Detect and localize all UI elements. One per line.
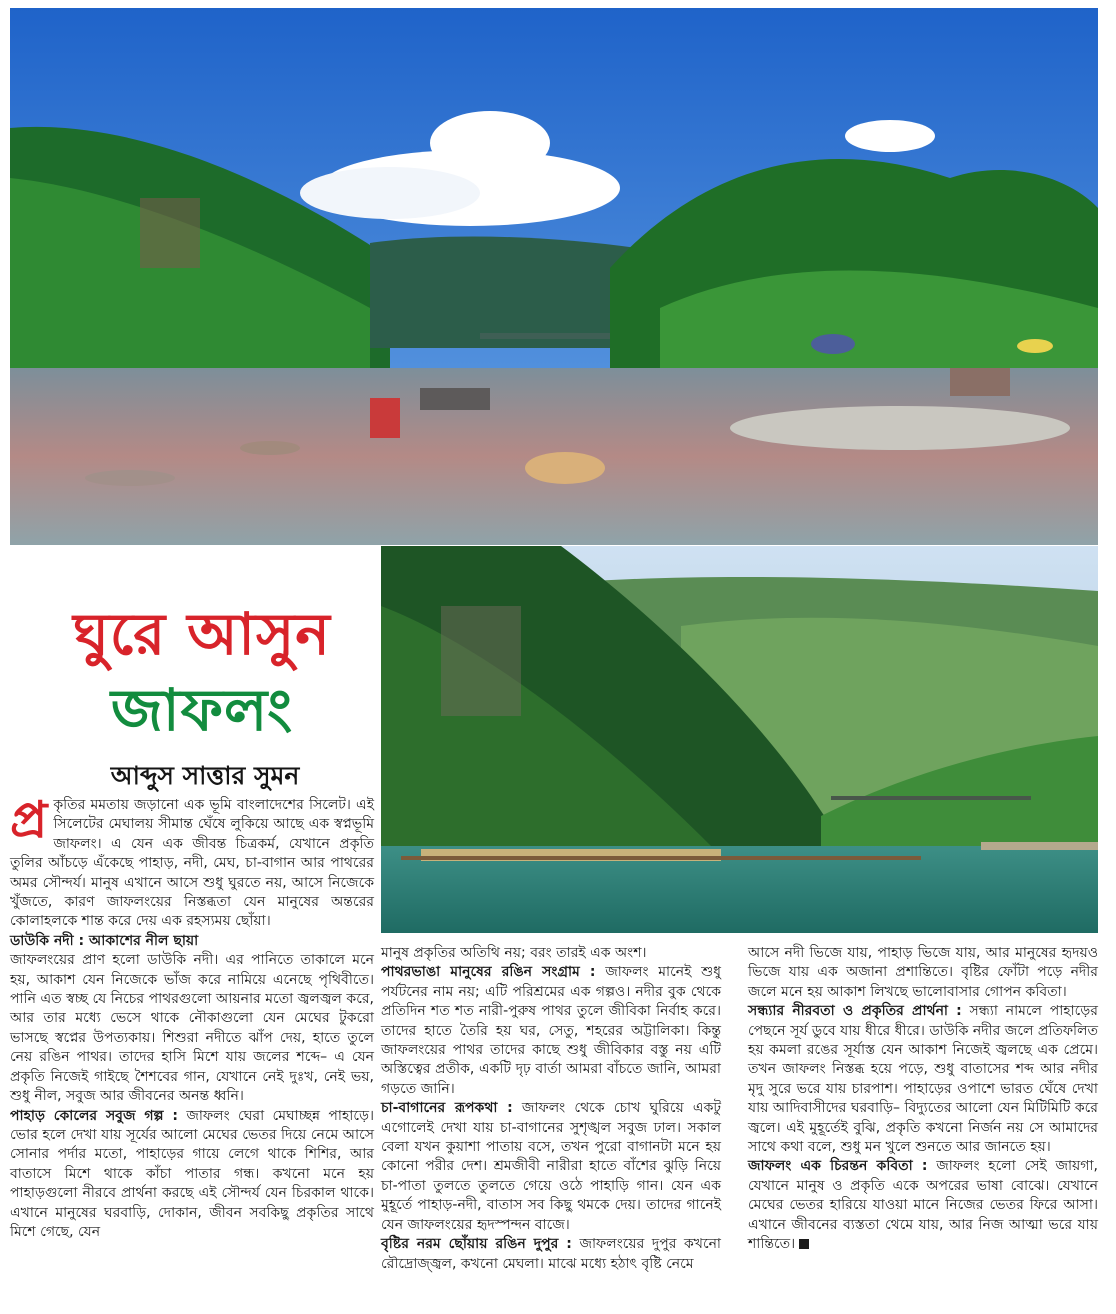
section-body-rain: জাফলংয়ের দুপুর কখনো রৌদ্রোজ্জ্বল, কখনো মেঘলা। মাঝে মধ্যে হঠাৎ বৃষ্টি নেমে <box>381 1236 721 1272</box>
section-heading-tea: চা-বাগানের রূপকথা : <box>381 1100 513 1117</box>
section-heading-hills: পাহাড় কোলের সবুজ গল্প : <box>10 1107 178 1124</box>
section-body-tea: জাফলং থেকে চোখ ঘুরিয়ে একটু এগোলেই দেখা যায় চা-বাগানের সুশৃঙ্খল সবুজ ঢাল। সকাল বেলা যখন কুয়াশা পাতায় বসে, তখন পুরো বাগানটা মনে হয় কোনো পরীর দেশ। শ্রমজীবী নারীরা হাতে বাঁশের ঝুড়ি নিয়ে চা-পাতা তুলতে তুলতে গেয়ে ওঠে পাহাড়ি গান। যেন এক মুহূর্তে পাহাড়-নদী, বাতাস সব কিছু থমকে দেয়। তাদের গানেই যেন জাফলংয়ের হৃদস্পন্দন বাজে। <box>381 1100 721 1233</box>
section-paragraph-hills <box>10 1107 374 1243</box>
end-mark-square <box>799 1239 809 1249</box>
section-paragraph-stone <box>381 963 721 1099</box>
section-body-stone: জাফলং মানেই শুধু পর্যটনের নাম নয়; এটি পরিশ্রমের এক গল্পও। নদীর বুক থেকে প্রতিদিন শত শত নারী-পুরুষ পাথর তুলে জীবিকা নির্বাহ করে। তাদের হাতে তৈরি হয় ঘর, সেতু, শহরের অট্টালিকা। কিন্তু জাফলংয়ের পাথর তাদের কাছে শুধু জীবিকার বস্তু নয় এটি অস্তিত্বের প্রতীক, একটি দৃঢ় বার্তা আমরা বাঁচতে জানি, আমরা গড়তে জানি। <box>381 964 721 1097</box>
continued-text-rain: আসে নদী ভিজে যায়, পাহাড় ভিজে যায়, আর মানুষের হৃদয়ও ভিজে যায় এক অজানা প্রশান্তিতে। বৃষ্টির ফোঁটা পড়ে নদীর জলে মনে হয় আকাশ লিখছে ভালোবাসার গোপন কবিতা। <box>748 945 1098 1000</box>
article-column-left <box>10 790 374 1242</box>
headline-line-2: জাফলং <box>110 676 294 744</box>
section-body-poem: জাফলং হলো সেই জায়গা, যেখানে মানুষ ও প্রকৃতি একে অপরের ভাষা বোঝে। যেখানে মেঘের ভেতর হারিয়ে যাওয়া মানে নিজের ভেতর ফিরে আসা। এখানে জীবনের ব্যস্ততা থেমে যায়, আর নিজ আত্মা ভরে যায় শান্তিতে। <box>748 1158 1098 1253</box>
continued-text: মানুষ প্রকৃতির অতিথি নয়; বরং তারই এক অংশ। <box>381 945 647 961</box>
river-valley-illustration <box>10 8 1098 545</box>
section-paragraph-evening <box>748 1002 1098 1157</box>
section-heading-dawki: ডাউকি নদী : আকাশের নীল ছায়া <box>10 932 199 949</box>
section-heading-rain: বৃষ্টির নরম ছোঁয়ায় রঙিন দুপুর : <box>381 1236 572 1253</box>
green-hills-river-photo <box>381 546 1098 933</box>
section-heading-poem: জাফলং এক চিরন্তন কবিতা : <box>748 1158 928 1175</box>
dropcap: প্র <box>10 790 48 849</box>
author-byline: আব্দুস সাত্তার সুমন <box>110 761 300 790</box>
green-hills-river-illustration <box>381 546 1098 933</box>
intro-text: কৃতির মমতায় জড়ানো এক ভূমি বাংলাদেশের সিলেট। এই সিলেটের মেঘালয় সীমান্ত ঘেঁষে লুকিয়ে আছে এক স্বপ্নভূমি জাফলং। এ যেন এক জীবন্ত চিত্রকর্ম, যেখানে প্রকৃতি তুলির আঁচড়ে এঁকেছে পাহাড়, নদী, মেঘ, চা-বাগান আর পাথরের অমর সৌন্দর্য। মানুষ এখানে আসে শুধু ঘুরতে নয়, আসে নিজেকে খুঁজতে, কারণ জাফলংয়ের নিস্তব্ধতা যেন মানুষের অন্তরের কোলাহলকে শান্ত করে দেয় এক রহস্যময় ছোঁয়া। <box>10 797 374 930</box>
headline-line-1: ঘুরে আসুন <box>73 600 331 668</box>
article-column-right <box>748 944 1098 1255</box>
section-heading-evening: সন্ধ্যার নীরবতা ও প্রকৃতির প্রার্থনা : <box>748 1003 962 1020</box>
section-body-dawki: জাফলংয়ের প্রাণ হলো ডাউকি নদী। এর পানিতে তাকালে মনে হয়, আকাশ যেন নিজেকে ভাঁজ করে নামিয়ে এনেছে পৃথিবীতে। পানি এত স্বচ্ছ যে নিচের পাথরগুলো আয়নার মতো জ্বলজ্বল করে, আর তার মধ্যে ভেসে থাকে নৌকাগুলো যেন মেঘের টুকরো ভাসছে স্বপ্নের উপত্যকায়। শিশুরা নদীতে ঝাঁপ দেয়, হাতে তুলে নেয় রঙিন পাথর। তাদের হাসি মিশে যায় জলের শব্দে– এ যেন প্রকৃতি নিজেই গাইছে শৈশবের গান, যেখানে নেই দুঃখ, নেই ভয়, শুধু নীল, সবুজ আর জীবনের অনন্ত ধ্বনি। <box>10 952 374 1105</box>
section-paragraph-rain <box>381 1235 721 1274</box>
section-body-evening: সন্ধ্যা নামলে পাহাড়ের পেছনে সূর্য ডুবে যায় ধীরে ধীরে। ডাউকি নদীর জলে প্রতিফলিত হয় কমলা রঙের সূর্যাস্ত যেন আকাশ নিজেই জ্বলছে এক প্রেমে। তখন জাফলং নিস্তব্ধ হয়ে পড়ে, শুধু বাতাসের শব্দ আর নদীর মৃদু সুরে ভরে যায় চারপাশ। পাহাড়ের ওপাশে ভারত ঘেঁষে দেখা যায় আদিবাসীদের ঘরবাড়ি– বিদ্যুতের আলো যেন মিটিমিটি করে জ্বলে। এই মুহূর্তেই বুঝি, প্রকৃতি কখনো নির্জন নয় সে আমাদের সাথে কথা বলে, শুধু মন খুলে শুনতে আর জানতে হয়। <box>748 1003 1098 1156</box>
article-column-middle <box>381 944 721 1274</box>
section-body-hills: জাফলং ঘেরা মেঘাচ্ছন্ন পাহাড়ে। ভোর হলে দেখা যায় সূর্যের আলো মেঘের ভেতর দিয়ে নেমে আসে সোনার পর্দার মতো, পাহাড়ের গায়ে লেগে থাকে শিশির, আর বাতাসে মিশে থাকে কাঁচা পাতার গন্ধ। কখনো মনে হয় পাহাড়গুলো নীরবে প্রার্থনা করছে এই সৌন্দর্য যেন চিরকাল থাকে। এখানে মানুষের ঘরবাড়ি, দোকান, জীবন সবকিছু প্রকৃতির সাথে মিশে গেছে, যেন <box>10 1107 374 1240</box>
section-paragraph-tea <box>381 1099 721 1235</box>
intro-paragraph <box>10 790 374 932</box>
river-valley-photo <box>10 8 1098 545</box>
section-paragraph-poem <box>748 1157 1098 1254</box>
section-heading-stone: পাথরভাঙা মানুষের রঙিন সংগ্রাম : <box>381 964 596 981</box>
